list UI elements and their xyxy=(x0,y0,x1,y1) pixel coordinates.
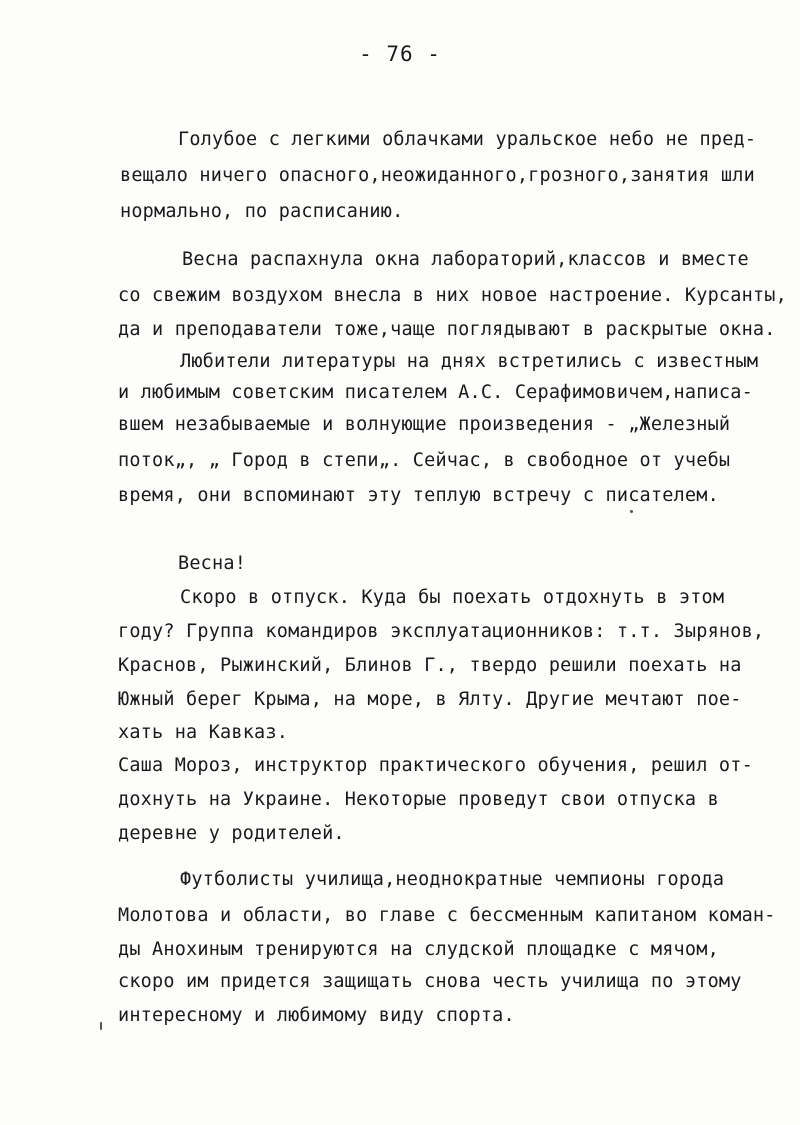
page-number: - 76 - xyxy=(359,42,441,66)
text-line: Саша Мороз, инструктор практического обучения, решил от- xyxy=(118,755,753,776)
text-line: скоро им придется защищать снова честь училища по этому xyxy=(118,971,742,992)
text-line: Молотова и области, во главе с бессменным капитаном коман- xyxy=(118,905,776,926)
text-line: Весна! xyxy=(178,553,247,574)
text-line: Скоро в отпуск. Куда бы поехать отдохнуть в этом xyxy=(180,587,725,608)
text-line: поток„, „ Город в степи„. Сейчас, в свободное от учебы xyxy=(118,450,731,471)
text-line: Весна распахнула окна лабораторий,классов и вместе xyxy=(182,249,749,270)
text-line: интересному и любимому виду спорта. xyxy=(118,1005,515,1026)
paper-speck xyxy=(100,1022,102,1030)
text-line: да и преподаватели тоже,чаще поглядывают в раскрытые окна. xyxy=(118,319,776,340)
text-line: году? Группа командиров эксплуатационников: т.т. Зырянов, xyxy=(118,621,765,642)
text-line: Южный берег Крыма, на море, в Ялту. Другие мечтают пое- xyxy=(118,689,742,710)
text-line: вшем незабываемые и волнующие произведения - „Железный xyxy=(118,414,731,435)
text-line: время, они вспоминают эту теплую встречу с писателем. xyxy=(118,485,719,506)
text-line: дохнуть на Украине. Некоторые проведут свои отпуска в xyxy=(118,789,719,810)
paper-speck xyxy=(630,510,633,513)
text-line: нормально, по расписанию. xyxy=(120,201,404,222)
text-line: Футболисты училища,неоднократные чемпионы города xyxy=(180,869,725,890)
text-line: хать на Кавказ. xyxy=(118,722,289,743)
text-line: Краснов, Рыжинский, Блинов Г., твердо решили поехать на xyxy=(118,655,742,676)
text-line: деревне у родителей. xyxy=(118,823,345,844)
text-line: со свежим воздухом внесла в них новое настроение. Курсанты, xyxy=(118,285,787,306)
text-line: Голубое с легкими облачками уральское небо не пред- xyxy=(178,129,757,150)
text-line: и любимым советским писателем А.С. Серафимовичем,написа- xyxy=(118,382,753,403)
text-line: Любители литературы на днях встретились с известным xyxy=(180,351,759,372)
text-line: ды Анохиным тренируются на слудской площадке с мячом, xyxy=(118,939,719,960)
text-line: вещало ничего опасного,неожиданного,грозного,занятия шли xyxy=(120,165,755,186)
